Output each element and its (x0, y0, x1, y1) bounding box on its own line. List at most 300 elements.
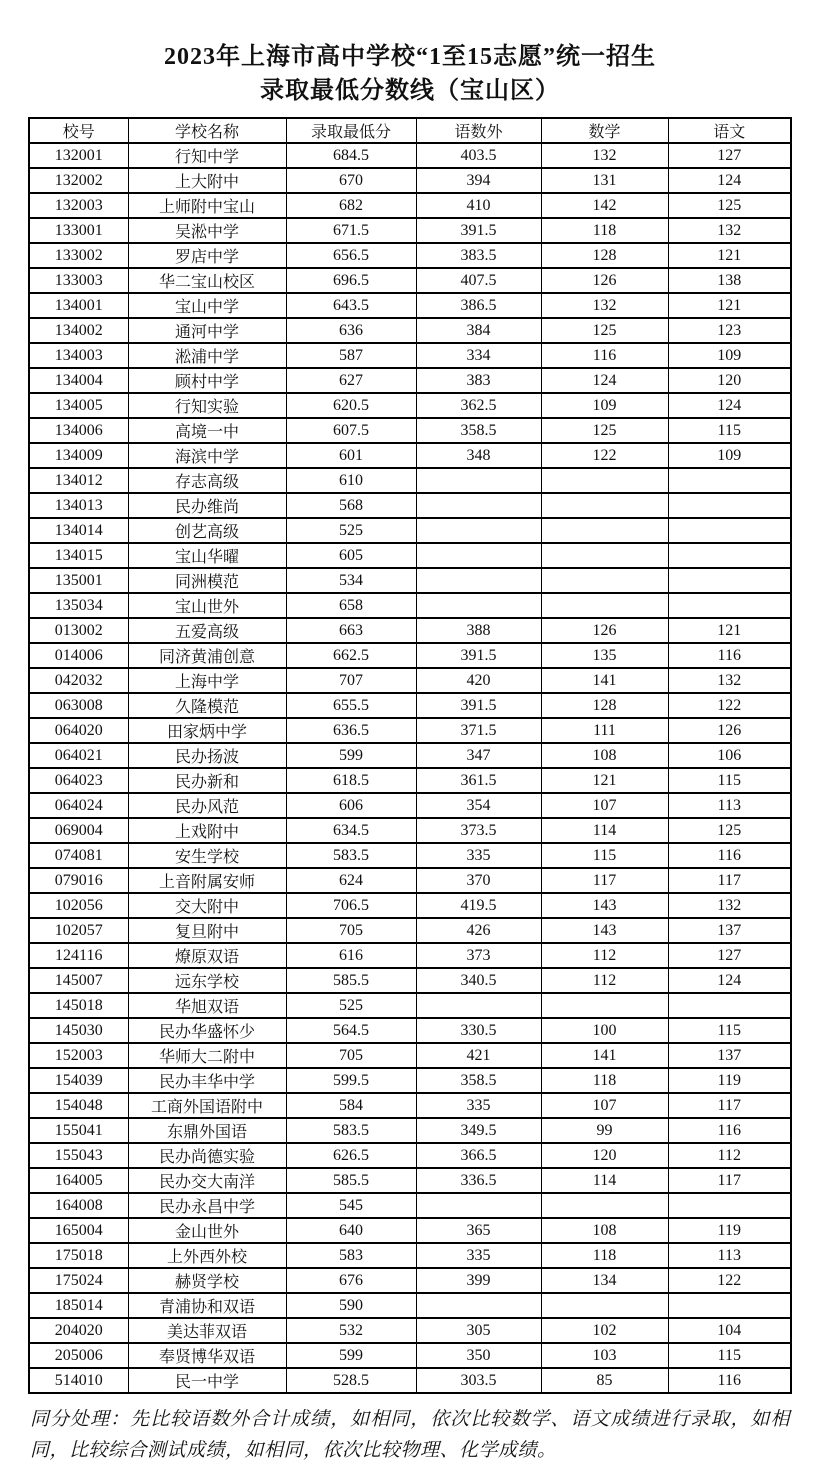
table-row (29, 1118, 791, 1143)
score-cell (541, 1293, 668, 1318)
column-header: 语文 (668, 118, 791, 143)
score-cell: 120 (668, 368, 791, 393)
table-row (29, 918, 791, 943)
school-code-cell: 102056 (29, 893, 128, 918)
score-cell (668, 1193, 791, 1218)
score-cell: 137 (668, 918, 791, 943)
school-name-cell: 民办尚德实验 (128, 1143, 286, 1168)
table-row (29, 1143, 791, 1168)
score-cell (668, 568, 791, 593)
school-name-cell: 复旦附中 (128, 918, 286, 943)
score-cell: 410 (416, 193, 541, 218)
school-name-cell: 上外西外校 (128, 1243, 286, 1268)
table-row (29, 768, 791, 793)
score-cell: 128 (541, 693, 668, 718)
score-cell: 335 (416, 843, 541, 868)
score-cell (668, 493, 791, 518)
score-cell (668, 593, 791, 618)
school-name-cell: 高境一中 (128, 418, 286, 443)
score-cell: 132 (668, 218, 791, 243)
score-cell: 143 (541, 918, 668, 943)
score-cell: 107 (541, 793, 668, 818)
score-cell: 340.5 (416, 968, 541, 993)
score-cell: 407.5 (416, 268, 541, 293)
score-cell (416, 993, 541, 1018)
score-cell: 124 (668, 168, 791, 193)
school-name-cell: 同济黄浦创意 (128, 643, 286, 668)
score-cell: 545 (286, 1193, 416, 1218)
school-name-cell: 顾村中学 (128, 368, 286, 393)
score-cell: 616 (286, 943, 416, 968)
school-code-cell: 514010 (29, 1368, 128, 1393)
school-name-cell: 东鼎外国语 (128, 1118, 286, 1143)
school-name-cell: 淞浦中学 (128, 343, 286, 368)
table-row (29, 293, 791, 318)
score-cell: 564.5 (286, 1018, 416, 1043)
score-cell: 532 (286, 1318, 416, 1343)
table-row (29, 518, 791, 543)
table-row (29, 393, 791, 418)
table-row (29, 193, 791, 218)
table-row (29, 818, 791, 843)
score-cell: 707 (286, 668, 416, 693)
school-code-cell: 155043 (29, 1143, 128, 1168)
score-cell: 117 (668, 1168, 791, 1193)
score-cell: 354 (416, 793, 541, 818)
table-row (29, 368, 791, 393)
school-name-cell: 工商外国语附中 (128, 1093, 286, 1118)
table-row (29, 418, 791, 443)
score-cell: 109 (668, 443, 791, 468)
table-row (29, 1093, 791, 1118)
score-cell: 601 (286, 443, 416, 468)
score-cell: 696.5 (286, 268, 416, 293)
school-code-cell: 124116 (29, 943, 128, 968)
score-cell: 124 (668, 393, 791, 418)
score-cell (416, 543, 541, 568)
score-cell: 137 (668, 1043, 791, 1068)
score-cell: 584 (286, 1093, 416, 1118)
score-cell: 125 (668, 193, 791, 218)
score-cell: 371.5 (416, 718, 541, 743)
table-row (29, 1243, 791, 1268)
score-cell: 103 (541, 1343, 668, 1368)
table-row (29, 1018, 791, 1043)
score-cell: 115 (668, 418, 791, 443)
school-code-cell: 145030 (29, 1018, 128, 1043)
school-code-cell: 145018 (29, 993, 128, 1018)
table-row (29, 843, 791, 868)
score-cell: 391.5 (416, 693, 541, 718)
score-cell: 348 (416, 443, 541, 468)
score-cell: 384 (416, 318, 541, 343)
page-title (0, 0, 820, 108)
school-code-cell: 133003 (29, 268, 128, 293)
column-header: 录取最低分 (286, 118, 416, 143)
table-row (29, 468, 791, 493)
school-name-cell: 罗店中学 (128, 243, 286, 268)
school-name-cell: 创艺高级 (128, 518, 286, 543)
score-cell (668, 518, 791, 543)
table-row (29, 343, 791, 368)
table-row (29, 643, 791, 668)
school-code-cell: 132003 (29, 193, 128, 218)
score-cell: 117 (668, 868, 791, 893)
table-row (29, 993, 791, 1018)
school-code-cell: 154048 (29, 1093, 128, 1118)
score-cell: 132 (668, 893, 791, 918)
school-code-cell: 134004 (29, 368, 128, 393)
school-name-cell: 民办风范 (128, 793, 286, 818)
score-cell (668, 543, 791, 568)
school-code-cell: 134003 (29, 343, 128, 368)
score-cell: 426 (416, 918, 541, 943)
table-row (29, 968, 791, 993)
school-code-cell: 134015 (29, 543, 128, 568)
score-cell: 682 (286, 193, 416, 218)
score-cell: 643.5 (286, 293, 416, 318)
column-header: 语数外 (416, 118, 541, 143)
score-cell: 421 (416, 1043, 541, 1068)
score-cell: 303.5 (416, 1368, 541, 1393)
table-row (29, 543, 791, 568)
school-name-cell: 民办华盛怀少 (128, 1018, 286, 1043)
table-row (29, 943, 791, 968)
score-cell: 143 (541, 893, 668, 918)
score-cell: 656.5 (286, 243, 416, 268)
score-cell: 112 (541, 968, 668, 993)
score-cell: 655.5 (286, 693, 416, 718)
score-cell: 119 (668, 1068, 791, 1093)
score-cell: 585.5 (286, 1168, 416, 1193)
score-cell: 122 (541, 443, 668, 468)
school-name-cell: 通河中学 (128, 318, 286, 343)
score-cell: 112 (668, 1143, 791, 1168)
score-cell (541, 543, 668, 568)
school-name-cell: 安生学校 (128, 843, 286, 868)
score-cell: 705 (286, 918, 416, 943)
score-cell: 119 (668, 1218, 791, 1243)
table-body (29, 143, 791, 1393)
school-name-cell: 民办维尚 (128, 493, 286, 518)
score-cell: 676 (286, 1268, 416, 1293)
table-row (29, 718, 791, 743)
score-cell: 126 (668, 718, 791, 743)
score-cell: 132 (541, 293, 668, 318)
score-cell: 128 (541, 243, 668, 268)
score-cell: 114 (541, 1168, 668, 1193)
table-row (29, 143, 791, 168)
score-cell: 116 (668, 1368, 791, 1393)
score-cell: 142 (541, 193, 668, 218)
score-cell: 102 (541, 1318, 668, 1343)
footnote: 同分处理：先比较语数外合计成绩，如相同，依次比较数学、语文成绩进行录取，如相同，比较综合测试成绩，如相同，依次比较物理、化学成绩。 (30, 1409, 790, 1461)
score-cell: 634.5 (286, 818, 416, 843)
score-cell: 121 (668, 618, 791, 643)
school-code-cell: 135001 (29, 568, 128, 593)
school-name-cell: 吴淞中学 (128, 218, 286, 243)
score-cell (416, 593, 541, 618)
score-cell: 126 (541, 268, 668, 293)
column-header: 学校名称 (128, 118, 286, 143)
table-row (29, 743, 791, 768)
school-code-cell: 132002 (29, 168, 128, 193)
score-cell: 141 (541, 1043, 668, 1068)
score-cell: 419.5 (416, 893, 541, 918)
score-cell: 583 (286, 1243, 416, 1268)
table-row (29, 443, 791, 468)
score-cell: 132 (668, 668, 791, 693)
score-cell: 116 (668, 843, 791, 868)
table-row (29, 1343, 791, 1368)
school-name-cell: 海滨中学 (128, 443, 286, 468)
school-name-cell: 青浦协和双语 (128, 1293, 286, 1318)
school-name-cell: 行知中学 (128, 143, 286, 168)
score-cell: 305 (416, 1318, 541, 1343)
school-code-cell: 014006 (29, 643, 128, 668)
score-cell: 705 (286, 1043, 416, 1068)
score-cell: 658 (286, 593, 416, 618)
school-name-cell: 上音附属安师 (128, 868, 286, 893)
score-cell: 358.5 (416, 418, 541, 443)
table-row (29, 668, 791, 693)
school-name-cell: 同洲模范 (128, 568, 286, 593)
score-cell (416, 568, 541, 593)
score-cell: 583.5 (286, 843, 416, 868)
score-cell: 116 (668, 1118, 791, 1143)
school-code-cell: 164005 (29, 1168, 128, 1193)
score-cell: 121 (541, 768, 668, 793)
score-cell: 383.5 (416, 243, 541, 268)
score-cell (668, 993, 791, 1018)
score-cell: 134 (541, 1268, 668, 1293)
score-cell: 528.5 (286, 1368, 416, 1393)
score-cell: 365 (416, 1218, 541, 1243)
score-cell: 124 (668, 968, 791, 993)
page-title-line2: 录取最低分数线（宝山区） (260, 78, 560, 104)
school-name-cell: 上海中学 (128, 668, 286, 693)
score-cell: 391.5 (416, 218, 541, 243)
table-row (29, 1168, 791, 1193)
school-name-cell: 民一中学 (128, 1368, 286, 1393)
score-cell (541, 493, 668, 518)
score-cell (541, 593, 668, 618)
score-cell: 383 (416, 368, 541, 393)
score-cell: 362.5 (416, 393, 541, 418)
score-cell: 108 (541, 743, 668, 768)
school-name-cell: 宝山华曜 (128, 543, 286, 568)
score-cell: 399 (416, 1268, 541, 1293)
score-cell: 636.5 (286, 718, 416, 743)
score-cell: 127 (668, 943, 791, 968)
table-row (29, 893, 791, 918)
score-cell: 330.5 (416, 1018, 541, 1043)
school-code-cell: 064021 (29, 743, 128, 768)
school-code-cell: 134005 (29, 393, 128, 418)
score-cell: 662.5 (286, 643, 416, 668)
score-cell: 108 (541, 1218, 668, 1243)
score-cell: 347 (416, 743, 541, 768)
score-cell: 663 (286, 618, 416, 643)
scores-table (28, 117, 792, 1394)
table-row (29, 868, 791, 893)
school-code-cell: 069004 (29, 818, 128, 843)
score-cell: 114 (541, 818, 668, 843)
score-cell: 525 (286, 993, 416, 1018)
school-code-cell: 175024 (29, 1268, 128, 1293)
score-cell: 391.5 (416, 643, 541, 668)
score-cell (541, 518, 668, 543)
score-cell: 361.5 (416, 768, 541, 793)
page-title-line1: 2023年上海市高中学校“1至15志愿”统一招生 (164, 44, 656, 70)
score-cell: 125 (668, 818, 791, 843)
table-row (29, 218, 791, 243)
score-cell: 118 (541, 1243, 668, 1268)
score-cell: 125 (541, 318, 668, 343)
school-code-cell: 204020 (29, 1318, 128, 1343)
score-cell: 141 (541, 668, 668, 693)
school-code-cell: 064020 (29, 718, 128, 743)
score-cell: 112 (541, 943, 668, 968)
school-code-cell: 063008 (29, 693, 128, 718)
score-cell (668, 468, 791, 493)
school-code-cell: 133002 (29, 243, 128, 268)
score-cell: 607.5 (286, 418, 416, 443)
score-cell: 335 (416, 1243, 541, 1268)
school-code-cell: 185014 (29, 1293, 128, 1318)
score-cell: 117 (541, 868, 668, 893)
table-row (29, 1368, 791, 1393)
score-cell: 111 (541, 718, 668, 743)
score-cell: 127 (668, 143, 791, 168)
school-name-cell: 民办丰华中学 (128, 1068, 286, 1093)
score-cell: 132 (541, 143, 668, 168)
table-row (29, 1293, 791, 1318)
score-cell: 350 (416, 1343, 541, 1368)
score-cell: 583.5 (286, 1118, 416, 1143)
score-cell: 420 (416, 668, 541, 693)
school-name-cell: 五爱高级 (128, 618, 286, 643)
school-code-cell: 175018 (29, 1243, 128, 1268)
school-name-cell: 华旭双语 (128, 993, 286, 1018)
table-row (29, 593, 791, 618)
score-cell: 606 (286, 793, 416, 818)
school-name-cell: 宝山世外 (128, 593, 286, 618)
score-cell: 115 (668, 1343, 791, 1368)
school-code-cell: 165004 (29, 1218, 128, 1243)
school-name-cell: 民办永昌中学 (128, 1193, 286, 1218)
score-cell: 366.5 (416, 1143, 541, 1168)
score-cell: 113 (668, 1243, 791, 1268)
school-code-cell: 134009 (29, 443, 128, 468)
school-name-cell: 行知实验 (128, 393, 286, 418)
score-cell: 104 (668, 1318, 791, 1343)
score-cell: 610 (286, 468, 416, 493)
school-code-cell: 145007 (29, 968, 128, 993)
score-cell: 121 (668, 243, 791, 268)
table-row (29, 243, 791, 268)
score-cell (668, 1293, 791, 1318)
table-row (29, 1268, 791, 1293)
score-cell: 115 (668, 1018, 791, 1043)
school-name-cell: 交大附中 (128, 893, 286, 918)
score-cell: 123 (668, 318, 791, 343)
school-code-cell: 102057 (29, 918, 128, 943)
score-cell: 568 (286, 493, 416, 518)
score-cell: 373 (416, 943, 541, 968)
school-name-cell: 美达菲双语 (128, 1318, 286, 1343)
school-name-cell: 远东学校 (128, 968, 286, 993)
school-code-cell: 164008 (29, 1193, 128, 1218)
table-row (29, 693, 791, 718)
score-cell: 122 (668, 1268, 791, 1293)
score-cell: 124 (541, 368, 668, 393)
score-cell: 115 (541, 843, 668, 868)
score-cell: 403.5 (416, 143, 541, 168)
school-code-cell: 154039 (29, 1068, 128, 1093)
school-name-cell: 上戏附中 (128, 818, 286, 843)
score-cell: 334 (416, 343, 541, 368)
school-code-cell: 134006 (29, 418, 128, 443)
score-cell: 109 (541, 393, 668, 418)
score-cell: 118 (541, 218, 668, 243)
score-cell: 106 (668, 743, 791, 768)
score-cell: 388 (416, 618, 541, 643)
table-row (29, 1218, 791, 1243)
score-cell: 585.5 (286, 968, 416, 993)
score-cell: 627 (286, 368, 416, 393)
score-cell: 373.5 (416, 818, 541, 843)
table-row (29, 793, 791, 818)
school-code-cell: 134012 (29, 468, 128, 493)
table-row (29, 168, 791, 193)
score-cell: 120 (541, 1143, 668, 1168)
score-cell: 706.5 (286, 893, 416, 918)
score-cell: 349.5 (416, 1118, 541, 1143)
table-row (29, 318, 791, 343)
school-name-cell: 宝山中学 (128, 293, 286, 318)
score-cell: 394 (416, 168, 541, 193)
school-code-cell: 074081 (29, 843, 128, 868)
score-cell: 99 (541, 1118, 668, 1143)
score-cell: 125 (541, 418, 668, 443)
score-cell: 640 (286, 1218, 416, 1243)
score-cell: 135 (541, 643, 668, 668)
school-name-cell: 上大附中 (128, 168, 286, 193)
score-cell: 624 (286, 868, 416, 893)
score-cell: 118 (541, 1068, 668, 1093)
score-cell: 358.5 (416, 1068, 541, 1093)
school-code-cell: 013002 (29, 618, 128, 643)
school-name-cell: 燎原双语 (128, 943, 286, 968)
header-row (29, 118, 791, 143)
score-cell: 107 (541, 1093, 668, 1118)
score-cell: 116 (668, 643, 791, 668)
school-code-cell: 135034 (29, 593, 128, 618)
score-cell: 684.5 (286, 143, 416, 168)
school-name-cell: 奉贤博华双语 (128, 1343, 286, 1368)
score-cell: 605 (286, 543, 416, 568)
school-name-cell: 上师附中宝山 (128, 193, 286, 218)
school-code-cell: 064024 (29, 793, 128, 818)
school-code-cell: 152003 (29, 1043, 128, 1068)
score-cell (416, 1193, 541, 1218)
column-header: 校号 (29, 118, 128, 143)
score-cell: 636 (286, 318, 416, 343)
table-row (29, 268, 791, 293)
score-cell: 126 (541, 618, 668, 643)
score-cell (541, 993, 668, 1018)
